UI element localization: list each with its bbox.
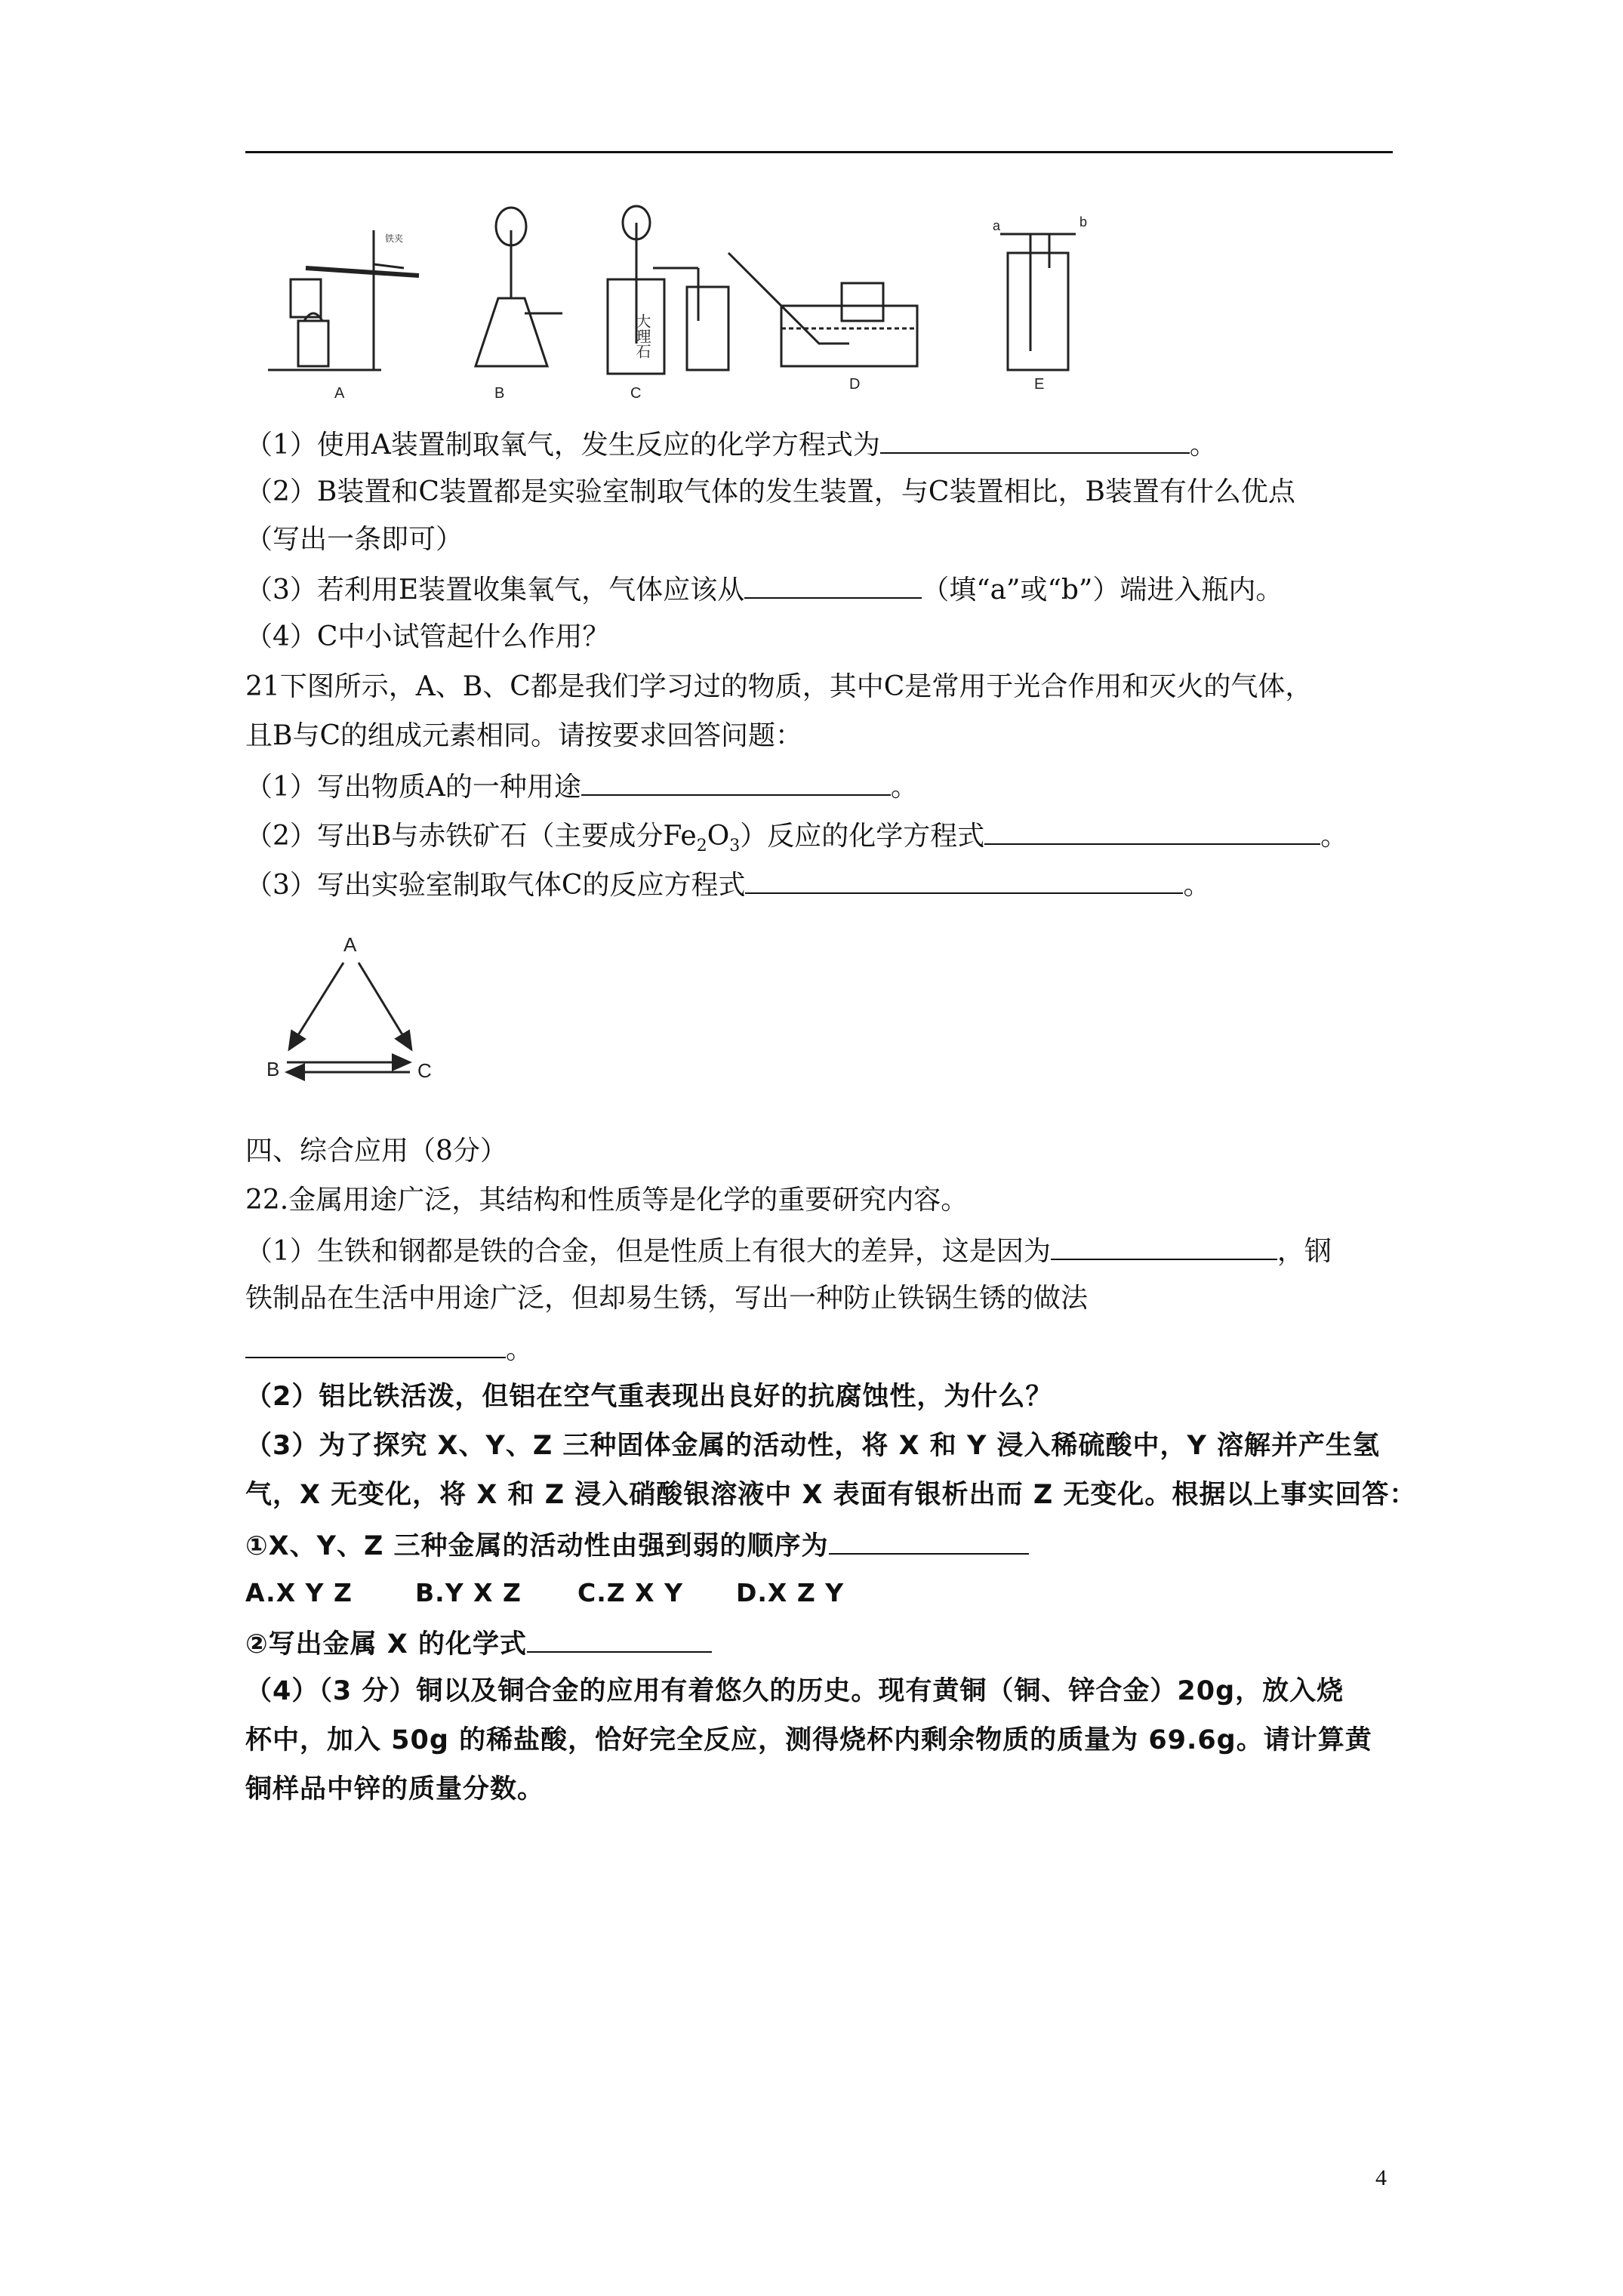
answer-blank[interactable] — [744, 572, 922, 599]
d-trough — [781, 306, 917, 366]
label-E: E — [1034, 376, 1045, 393]
answer-blank[interactable] — [581, 769, 891, 796]
label-B: B — [494, 385, 505, 402]
q22-part4: （4）（3 分）铜以及铜合金的应用有着悠久的历史。现有黄铜（铜、锌合金）20g，放入烧 — [245, 1676, 1344, 1706]
q20-part3: （3）若利用E装置收集氧气，气体应该从 （填“a”或“b”）端进入瓶内。 — [245, 572, 1283, 607]
q22-part4-cont: 杯中，加入 50g 的稀盐酸，恰好完全反应，测得烧杯内剩余物质的质量为 69.6g。请计算黄 — [245, 1725, 1372, 1755]
option-d: D.X Z Y — [736, 1578, 845, 1607]
answer-blank[interactable] — [1051, 1233, 1277, 1260]
q21-part2: （2）写出B与赤铁矿石（主要成分$Fe_2O_3$）反应的化学方程式 。 — [245, 818, 1347, 863]
q22-part4-end: 铜样品中锌的质量分数。 — [245, 1774, 545, 1804]
q21-stem-2: 且B与C的组成元素相同。请按要求回答问题： — [245, 720, 803, 751]
q22-part1-cont: 铁制品在生活中用途广泛，但却易生锈，写出一种防止铁锅生锈的做法 — [245, 1283, 1089, 1314]
q22-part1-answer: 。 — [245, 1331, 533, 1367]
a-lamp-body — [298, 321, 328, 366]
apparatus-figure — [245, 193, 1113, 404]
q22-part3-q1: ①X、Y、Z 三种金属的活动性由强到弱的顺序为 — [245, 1527, 1029, 1563]
answer-blank[interactable] — [984, 818, 1320, 845]
option-c: C.Z X Y — [577, 1578, 683, 1607]
answer-blank[interactable] — [527, 1626, 712, 1653]
q22-part3-q2: ②写出金属 X 的化学式 — [245, 1626, 712, 1661]
q22-stem: 22.金属用途广泛，其结构和性质等是化学的重要研究内容。 — [245, 1185, 969, 1216]
c-marble-label: 大理石 — [633, 313, 650, 359]
abc-relation-diagram — [260, 932, 449, 1091]
label-D: D — [849, 376, 861, 393]
e-port-b: b — [1079, 214, 1088, 230]
arrow-a-to-c — [359, 963, 411, 1049]
header-rule — [245, 151, 1393, 153]
q20-part1: （1）使用A装置制取氧气，发生反应的化学方程式为 。 — [245, 427, 1217, 462]
q22-part1: （1）生铁和钢都是铁的合金，但是性质上有很大的差异，这是因为 ，钢 — [245, 1233, 1332, 1268]
label-C: C — [630, 385, 642, 402]
answer-blank[interactable] — [880, 427, 1190, 454]
option-b: B.Y X Z — [415, 1578, 522, 1607]
e-bottle — [1008, 253, 1068, 370]
option-a: A.X Y Z — [245, 1578, 353, 1607]
c-bottle — [687, 287, 728, 370]
e-port-a: a — [993, 218, 1001, 233]
q20-part1-text: （1）使用A装置制取氧气，发生反应的化学方程式为 — [245, 430, 880, 461]
a-clamp-label: 铁夹 — [385, 233, 404, 244]
arrow-a-to-b — [289, 963, 343, 1049]
node-B: B — [266, 1058, 280, 1080]
answer-blank[interactable] — [245, 1331, 506, 1358]
b-flask — [476, 298, 547, 366]
label-A: A — [334, 385, 345, 402]
section-4-title: 四、综合应用（8分） — [245, 1136, 507, 1166]
page-number: 4 — [1375, 2165, 1387, 2190]
q22-options — [245, 1576, 887, 1610]
q20-part2: （2）B装置和C装置都是实验室制取气体的发生装置，与C装置相比，B装置有什么优点 — [245, 476, 1295, 507]
answer-blank[interactable] — [745, 867, 1183, 894]
node-C: C — [417, 1059, 432, 1082]
answer-blank[interactable] — [829, 1527, 1029, 1555]
q22-part3-cont: 气，X 无变化，将 X 和 Z 浸入硝酸银溶液中 X 表面有银析出而 Z 无变化。根据以上事实回答： — [245, 1480, 1417, 1510]
q21-part1: （1）写出物质A的一种用途 。 — [245, 769, 918, 804]
q21-stem: 21下图所示，A、B、C都是我们学习过的物质，其中C是常用于光合作用和灭火的气体， — [245, 671, 1313, 702]
q21-part3: （3）写出实验室制取气体C的反应方程式 。 — [245, 867, 1210, 902]
q20-part4: （4）C中小试管起什么作用？ — [245, 621, 610, 652]
q22-part2: （2）铝比铁活泼，但铝在空气重表现出良好的抗腐蚀性，为什么？ — [245, 1382, 1053, 1412]
node-A: A — [343, 933, 357, 956]
q22-part3: （3）为了探究 X、Y、Z 三种固体金属的活动性，将 X 和 Y 浸入稀硫酸中，Y 溶解并产生氢 — [245, 1431, 1381, 1461]
q20-part2-note: （写出一条即可） — [245, 524, 463, 555]
a-test-tube — [306, 268, 419, 276]
